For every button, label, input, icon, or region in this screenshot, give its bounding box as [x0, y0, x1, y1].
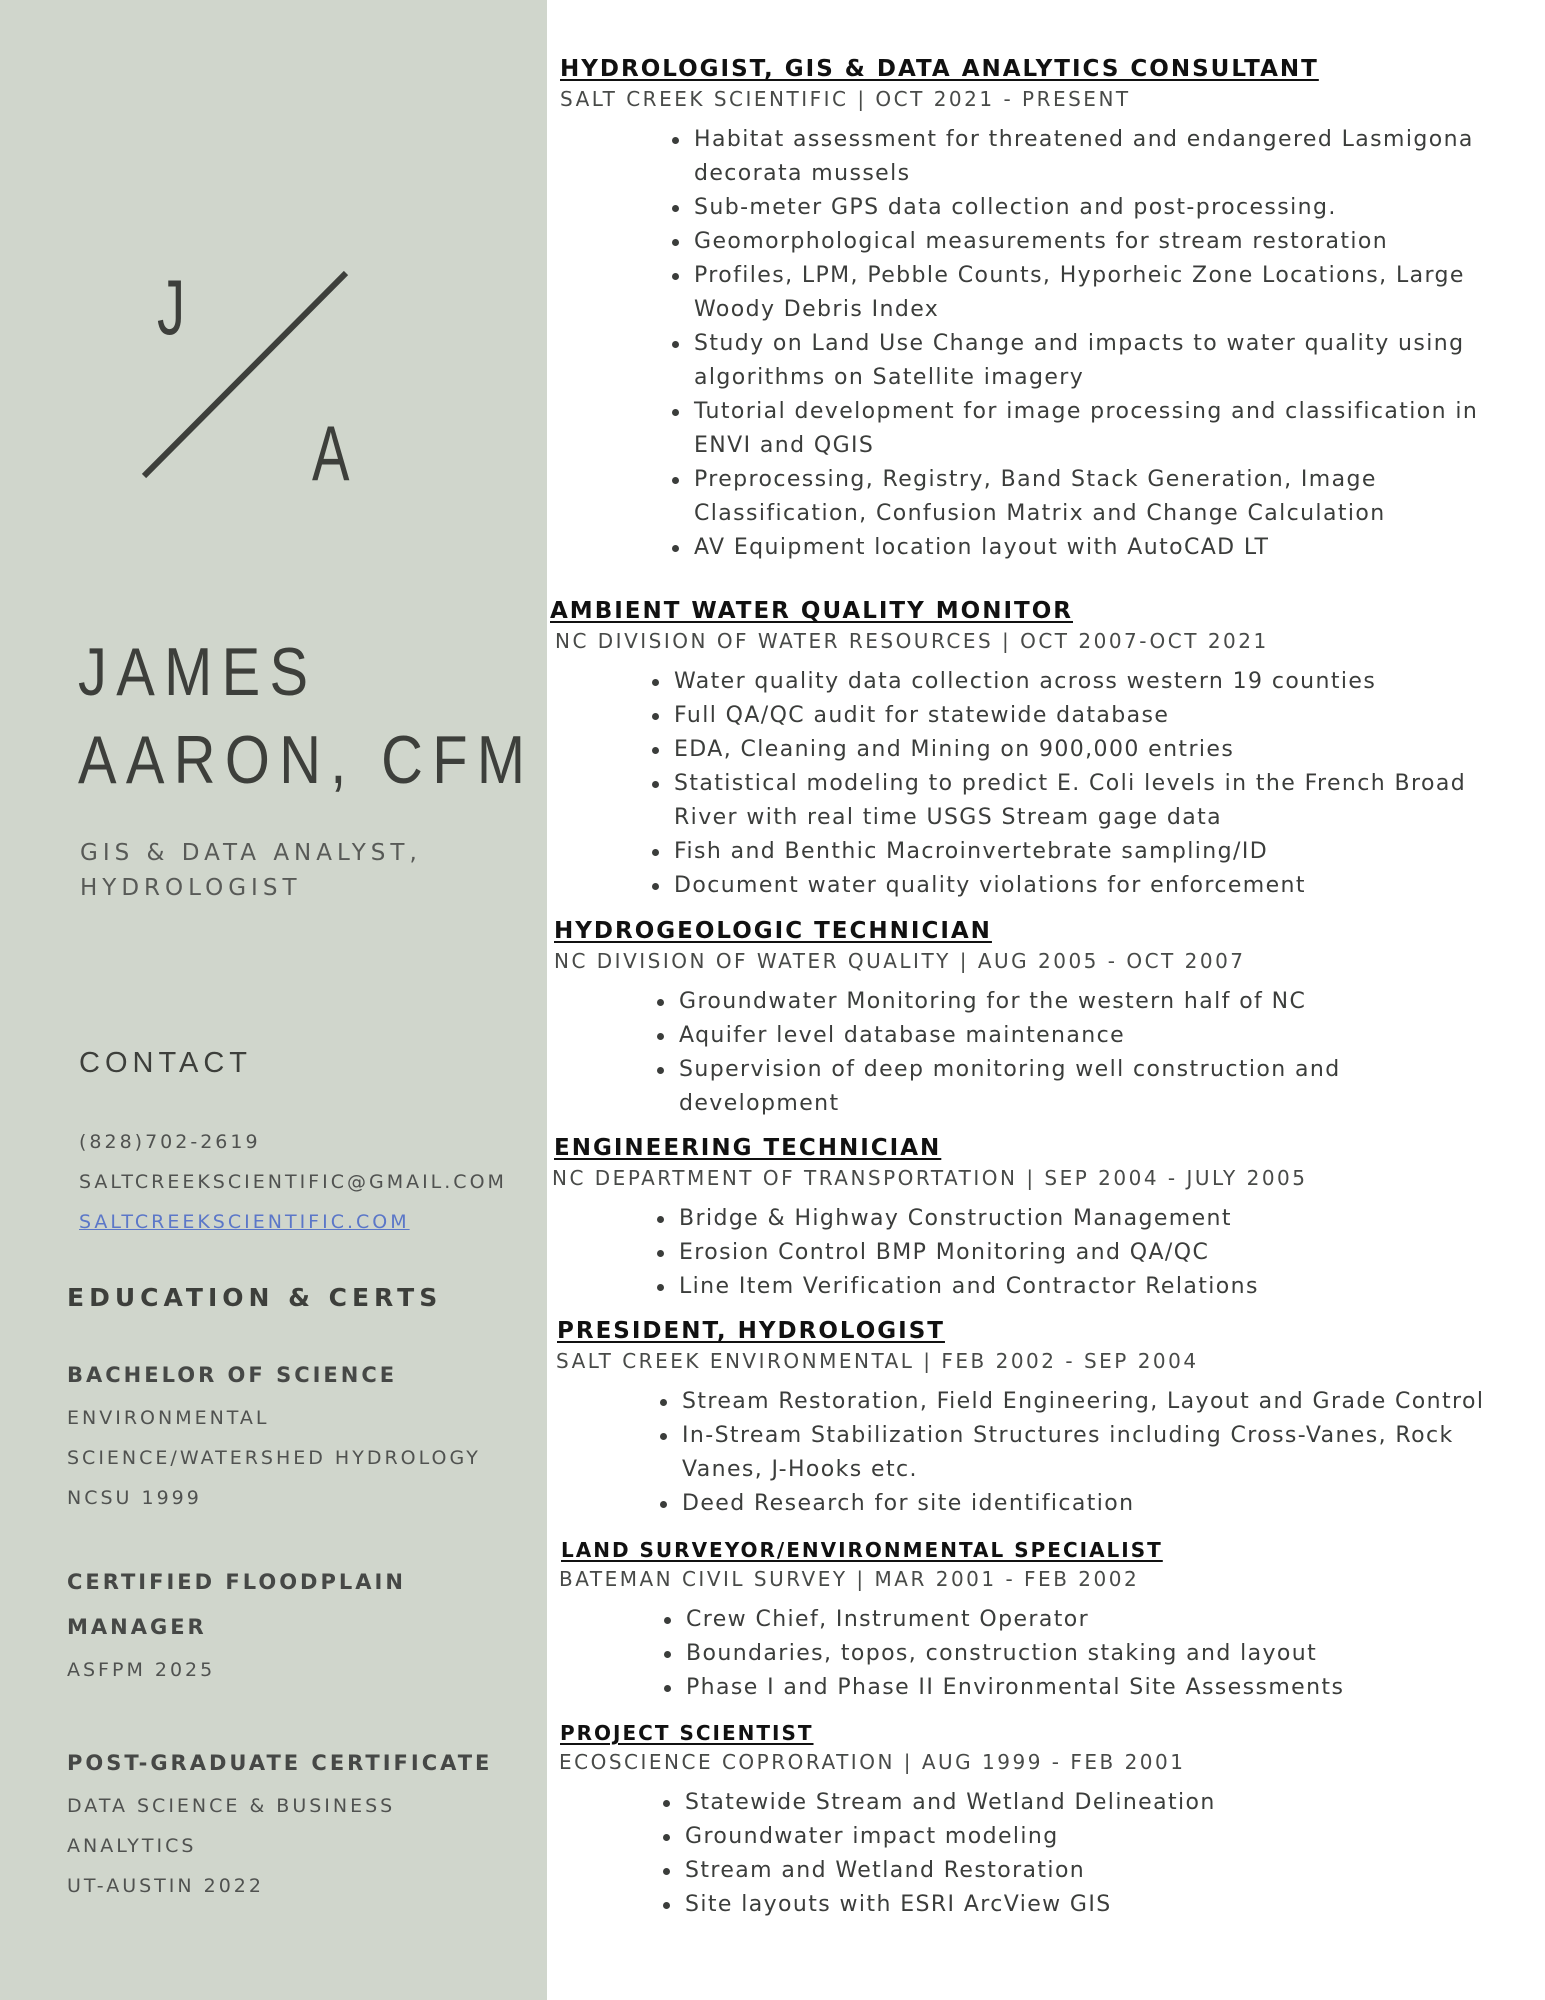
- bullet-item: Crew Chief, Instrument Operator: [664, 1603, 1486, 1637]
- education-heading: EDUCATION & CERTS: [67, 1283, 443, 1312]
- bullet-item: Habitat assessment for threatened and endangered Lasmigona decorata mussels: [672, 123, 1514, 191]
- education-item: [67, 1353, 537, 1518]
- job-title: PRESIDENT, HYDROLOGIST: [557, 1318, 945, 1344]
- education-item-title: MANAGER: [67, 1615, 207, 1639]
- job-company-dates: NC DEPARTMENT OF TRANSPORTATION | SEP 2004 - JULY 2005: [552, 1166, 1308, 1190]
- job-bullets: [660, 1385, 1512, 1521]
- job-company-dates: BATEMAN CIVIL SURVEY | MAR 2001 - FEB 2002: [559, 1567, 1140, 1591]
- job-bullets: [663, 1786, 1485, 1922]
- bullet-item: Stream Restoration, Field Engineering, Layout and Grade Control: [660, 1385, 1512, 1419]
- bullet-item: Profiles, LPM, Pebble Counts, Hyporheic Zone Locations, Large Woody Debris Index: [672, 259, 1514, 327]
- bullet-item: Groundwater impact modeling: [663, 1820, 1485, 1854]
- job-company-dates: SALT CREEK ENVIRONMENTAL | FEB 2002 - SEP 2004: [556, 1349, 1199, 1373]
- bullet-item: Supervision of deep monitoring well construction and development: [657, 1053, 1439, 1121]
- job-company-dates: SALT CREEK SCIENTIFIC | OCT 2021 - PRESENT: [560, 87, 1131, 111]
- job-company-dates: NC DIVISION OF WATER RESOURCES | OCT 2007-OCT 2021: [555, 629, 1269, 653]
- experience-entry: [561, 1538, 1486, 1705]
- monogram-initial-second: A: [312, 409, 350, 497]
- bullet-item: Tutorial development for image processing and classification in ENVI and QGIS: [672, 395, 1514, 463]
- subtitle-line-2: HYDROLOGIST: [80, 875, 302, 901]
- sidebar: [0, 0, 547, 2000]
- monogram-slash: [0, 0, 547, 520]
- education-item-line: DATA SCIENCE & BUSINESS: [67, 1795, 396, 1817]
- education-item-line: SCIENCE/WATERSHED HYDROLOGY: [67, 1447, 481, 1469]
- job-title: AMBIENT WATER QUALITY MONITOR: [550, 598, 1073, 624]
- education-item-line: NCSU 1999: [67, 1487, 202, 1509]
- contact-website-link[interactable]: SALTCREEKSCIENTIFIC.COM: [79, 1211, 410, 1233]
- education-item-line: ANALYTICS: [67, 1835, 197, 1857]
- contact-heading: CONTACT: [79, 1047, 253, 1079]
- professional-title: [80, 836, 422, 906]
- bullet-item: Geomorphological measurements for stream restoration: [672, 225, 1514, 259]
- bullet-item: Erosion Control BMP Monitoring and QA/QC: [657, 1236, 1479, 1270]
- experience-entry: [554, 918, 1439, 1121]
- bullet-item: Groundwater Monitoring for the western half of NC: [657, 985, 1439, 1019]
- bullet-item: Water quality data collection across western 19 counties: [652, 665, 1524, 699]
- contact-phone: (828)702-2619: [79, 1131, 261, 1153]
- bullet-item: Statistical modeling to predict E. Coli levels in the French Broad River with real time USGS Stream gage data: [652, 767, 1524, 835]
- bullet-item: Site layouts with ESRI ArcView GIS: [663, 1888, 1485, 1922]
- bullet-item: Phase I and Phase II Environmental Site Assessments: [664, 1671, 1486, 1705]
- education-item-line: UT-AUSTIN 2022: [67, 1875, 264, 1897]
- bullet-item: Stream and Wetland Restoration: [663, 1854, 1485, 1888]
- name-line-2: AARON, CFM: [78, 722, 535, 798]
- bullet-item: Deed Research for site identification: [660, 1487, 1512, 1521]
- job-title: HYDROGEOLOGIC TECHNICIAN: [554, 918, 992, 944]
- experience-entry: [560, 56, 1479, 565]
- education-item-title: BACHELOR OF SCIENCE: [67, 1363, 398, 1387]
- education-item-line: ENVIRONMENTAL: [67, 1407, 270, 1429]
- bullet-item: Statewide Stream and Wetland Delineation: [663, 1786, 1485, 1820]
- bullet-item: EDA, Cleaning and Mining on 900,000 entries: [652, 733, 1524, 767]
- name-line-1: JAMES: [78, 634, 318, 710]
- bullet-item: Preprocessing, Registry, Band Stack Generation, Image Classification, Confusion Matrix and Change Calculation: [672, 463, 1514, 531]
- job-title: HYDROLOGIST, GIS & DATA ANALYTICS CONSULTANT: [560, 56, 1319, 82]
- bullet-item: Study on Land Use Change and impacts to water quality using algorithms on Satellite imagery: [672, 327, 1514, 395]
- bullet-item: Fish and Benthic Macroinvertebrate sampling/ID: [652, 835, 1524, 869]
- experience-entry: [557, 1318, 1512, 1521]
- education-item: [67, 1560, 537, 1690]
- education-item-title: CERTIFIED FLOODPLAIN: [67, 1570, 406, 1594]
- job-company-dates: NC DIVISION OF WATER QUALITY | AUG 2005 - OCT 2007: [554, 949, 1246, 973]
- job-bullets: [657, 985, 1439, 1121]
- job-title: LAND SURVEYOR/ENVIRONMENTAL SPECIALIST: [561, 1538, 1163, 1562]
- job-bullets: [657, 1202, 1479, 1304]
- monogram-initial-first: J: [157, 263, 186, 351]
- bullet-item: Line Item Verification and Contractor Relations: [657, 1270, 1479, 1304]
- bullet-item: Boundaries, topos, construction staking and layout: [664, 1637, 1486, 1671]
- bullet-item: In-Stream Stabilization Structures including Cross-Vanes, Rock Vanes, J-Hooks etc.: [660, 1419, 1512, 1487]
- education-item-line: ASFPM 2025: [67, 1659, 216, 1681]
- education-item: [67, 1741, 537, 1906]
- job-title: ENGINEERING TECHNICIAN: [554, 1135, 942, 1161]
- job-company-dates: ECOSCIENCE COPRORATION | AUG 1999 - FEB 2001: [559, 1750, 1186, 1774]
- candidate-name: [78, 628, 534, 804]
- job-bullets: [664, 1603, 1486, 1705]
- bullet-item: Bridge & Highway Construction Management: [657, 1202, 1479, 1236]
- bullet-item: Document water quality violations for enforcement: [652, 869, 1524, 903]
- job-bullets: [672, 123, 1479, 565]
- experience-entry: [560, 1721, 1485, 1922]
- bullet-item: Full QA/QC audit for statewide database: [652, 699, 1524, 733]
- experience-entry: [554, 1135, 1479, 1304]
- bullet-item: AV Equipment location layout with AutoCAD LT: [672, 531, 1514, 565]
- education-item-title: POST-GRADUATE CERTIFICATE: [67, 1751, 493, 1775]
- bullet-item: Aquifer level database maintenance: [657, 1019, 1439, 1053]
- job-title: PROJECT SCIENTIST: [560, 1721, 814, 1745]
- subtitle-line-1: GIS & DATA ANALYST,: [80, 840, 422, 866]
- bullet-item: Sub-meter GPS data collection and post-processing.: [672, 191, 1514, 225]
- contact-email: SALTCREEKSCIENTIFIC@GMAIL.COM: [79, 1171, 507, 1193]
- job-bullets: [652, 665, 1524, 903]
- experience-entry: [550, 598, 1524, 903]
